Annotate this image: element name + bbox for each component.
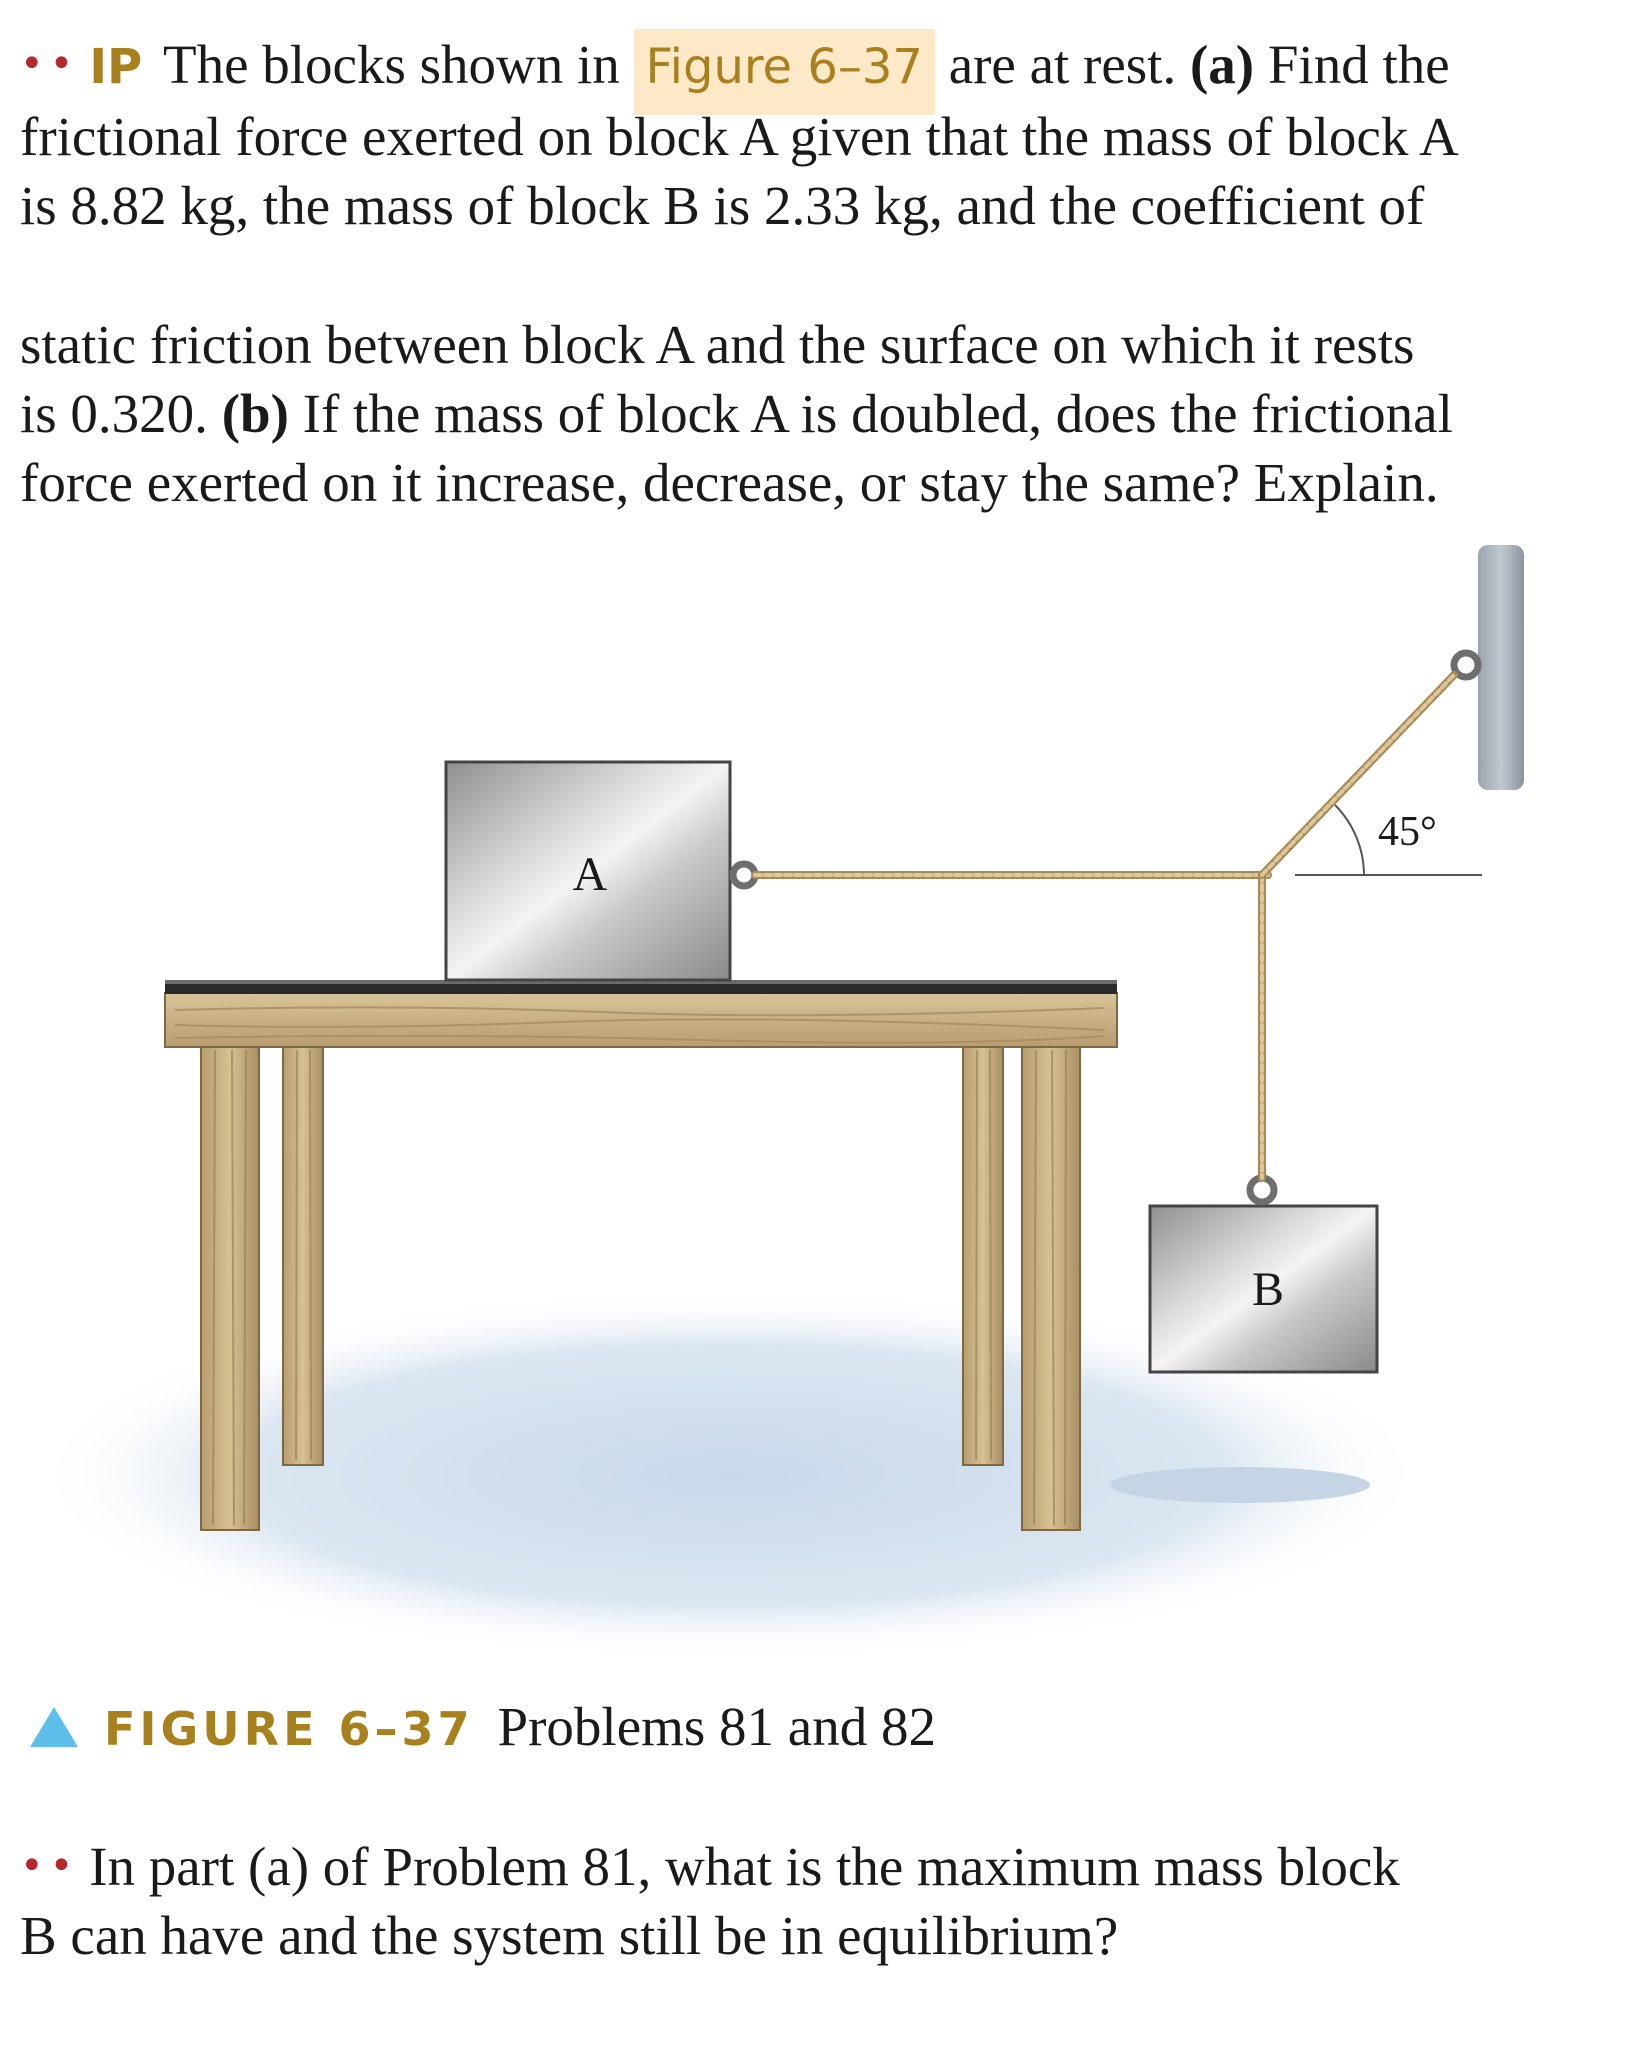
table-leg-front-right	[1022, 1045, 1080, 1530]
text-segment: If the mass of block A is doubled, does the frictional	[288, 383, 1453, 444]
problem-81-text-continued	[20, 310, 1630, 517]
problem-82-line-1	[20, 1832, 1630, 1901]
wall	[1478, 545, 1524, 790]
ip-tag: IP	[89, 39, 143, 95]
text-segment: Find the	[1254, 34, 1450, 95]
part-a-label: (a)	[1189, 34, 1255, 95]
caption-text: Problems 81 and 82	[497, 1696, 936, 1757]
table-leg-back-right	[963, 1045, 1003, 1465]
difficulty-dots: ••	[20, 41, 80, 87]
problem-81-line-1	[20, 30, 1630, 102]
difficulty-dots: ••	[20, 1843, 80, 1889]
problem-81-text	[20, 30, 1630, 240]
problem-81-line-5	[20, 379, 1630, 448]
problem-81-line-3: is 8.82 kg, the mass of block B is 2.33 kg, and the coefficient of	[20, 175, 1425, 236]
problem-82-line-2: B can have and the system still be in equilibrium?	[20, 1905, 1119, 1966]
text-segment: is 0.320.	[20, 383, 222, 444]
problem-82-text	[20, 1832, 1630, 1970]
figure-6-37	[0, 530, 1648, 1670]
text-segment: In part (a) of Problem 81, what is the maximum mass block	[89, 1836, 1400, 1897]
angle-arc	[1335, 805, 1364, 875]
problem-81-line-6: force exerted on it increase, decrease, or stay the same? Explain.	[20, 452, 1439, 513]
problem-81-line-2: frictional force exerted on block A given that the mass of block A	[20, 106, 1459, 167]
problem-81-line-4: static friction between block A and the surface on which it rests	[20, 314, 1415, 375]
caption-label: FIGURE 6–37	[104, 1702, 474, 1756]
block-b-floor-shadow	[1110, 1467, 1370, 1503]
angle-label: 45°	[1378, 809, 1437, 855]
ropes	[755, 675, 1454, 1178]
part-b-label: (b)	[221, 383, 289, 444]
table-leg-back-left	[283, 1045, 323, 1465]
block-a-label: A	[572, 848, 608, 901]
figure-caption	[30, 1695, 936, 1758]
figure-reference-link[interactable]: Figure 6–37	[634, 29, 935, 115]
text-segment: The blocks shown in	[163, 34, 634, 95]
table-leg-front-left	[201, 1045, 259, 1530]
block-b-label: B	[1251, 1263, 1285, 1316]
caption-triangle-icon	[30, 1707, 78, 1747]
text-segment: are at rest.	[934, 34, 1190, 95]
